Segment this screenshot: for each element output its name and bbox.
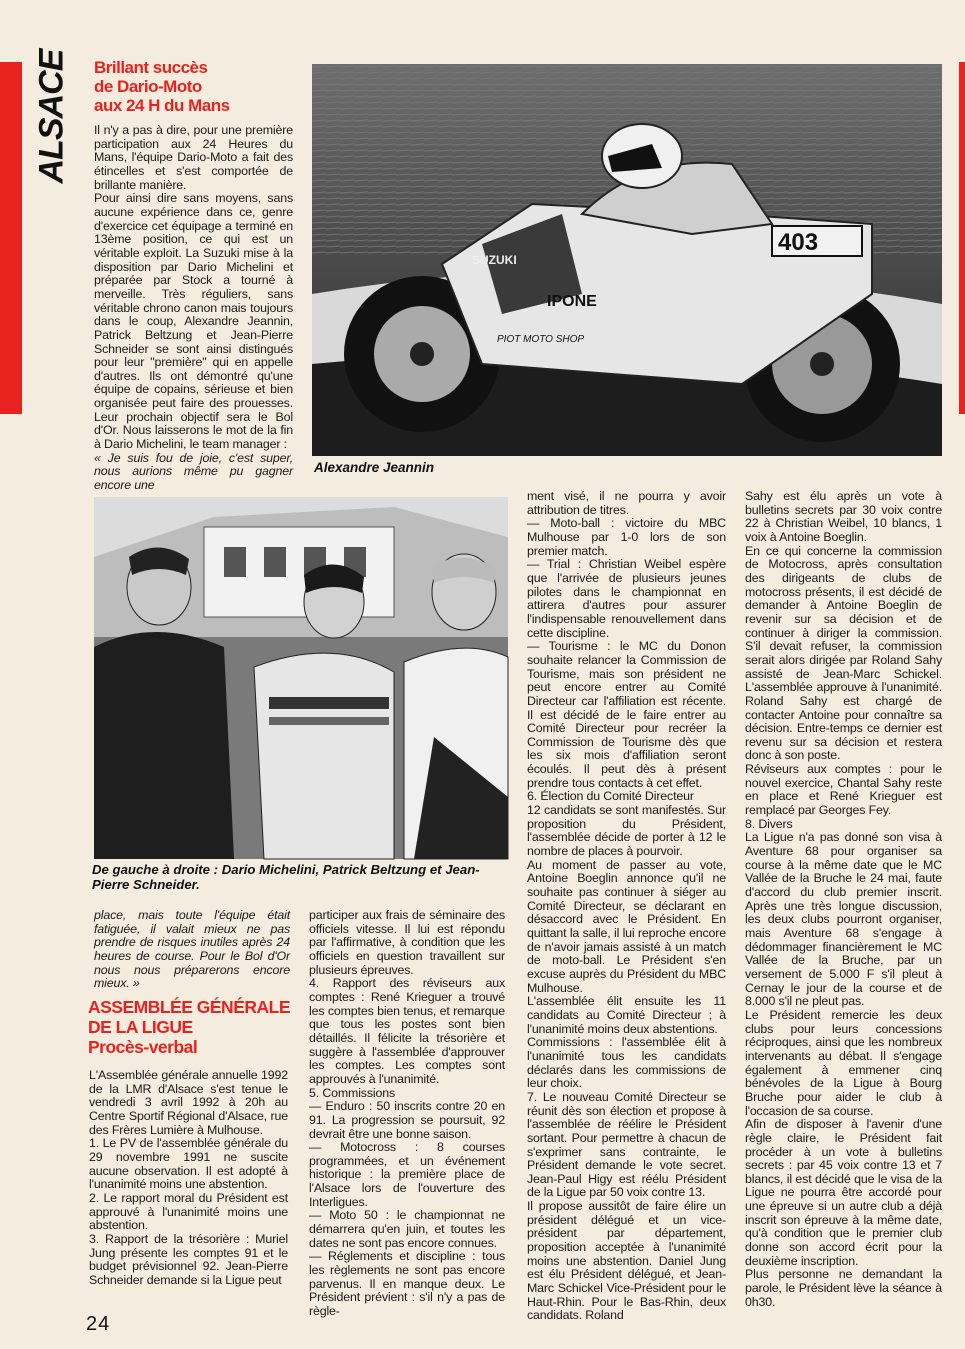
sponsor-decal-shop: PIOT MOTO SHOP — [497, 334, 585, 345]
page-number: 24 — [86, 1313, 111, 1335]
team-photo-illustration — [94, 497, 508, 859]
article2-column-4 — [745, 490, 942, 1308]
article2-paragraph: 1. Le PV de l'assemblée générale du 29 novembre 1991 ne suscite aucune observation. Il est adopté à l'unanimité moins une abstention. — [89, 1136, 288, 1192]
article2-paragraph: — Motocross : 8 courses programmées, et un événement historique : la première place de l'Alsace lors de l'ouverture des Interligues. — [309, 1140, 505, 1209]
article1-quote-continuation — [94, 909, 290, 991]
article2-headline-line3: Procès-verbal — [88, 1037, 198, 1057]
sponsor-decal: IPONE — [547, 293, 597, 310]
article2-headline-line1: ASSEMBLÉE GÉNÉRALE — [88, 997, 290, 1017]
photo-team — [94, 497, 508, 859]
article1-body — [94, 123, 293, 493]
article2-paragraph: — Trial : Christian Weibel espère que l'arrivée de plusieurs jeunes pilotes dans le championnat en attirera d'autres pour assurer l'indispensable renouvellement dans cette discipline. — [527, 557, 726, 640]
article2-paragraph: Afin de disposer à l'avenir d'une règle claire, le Président fait procéder à un vote à bulletins secrets : par 45 voix contre 13 et 7 blancs, il est décidé que le visa de la Ligue ne pourra être accordé pour une épreuve si un autre club a déjà inscrit son épreuve à la même date, qu'à condition que le premier club donne son accord écrit pour la deuxième inscription. — [745, 1117, 942, 1268]
article2-paragraph: — Moto-ball : victoire du MBC Mulhouse par 1-0 lors de son premier match. — [527, 516, 726, 558]
article2-paragraph: 7. Le nouveau Comité Directeur se réunit dès son élection et propose à l'assemblée de réélire le Président sortant. Pour permettre à chacun de s'exprimer sans contrainte, le Président demande le vote secret. Jean-Paul Higy est réélu Président de la Ligue par 50 voix contre 13. — [527, 1089, 726, 1200]
article1-paragraph: Pour ainsi dire sans moyens, sans aucune expérience dans ce, genre d'exercice cet équipage a terminé en 13ème position, ce qui est un véritable exploit. La Suzuki mise à la disposition par Dario Michelini et préparée par Stock a tourné à merveille. Très réguliers, sans véritable chrono canon mais toujours dans le coup, Alexandre Jeannin, Patrick Beltzung et Jean-Pierre Schneider se sont ainsi distingués pour leur "première" qui en appelle d'autres. Ils ont démontré qu'une équipe de copains, sérieuse et bien organisée peut faire des prouesses. Leur prochain objectif sera le Bol d'Or. Nous laisserons le mot de la fin à Dario Michelini, le team manager : — [94, 191, 293, 452]
article2-column-2 — [309, 908, 505, 1319]
article2-headline-line2: DE LA LIGUE — [88, 1017, 193, 1037]
article2-paragraph: — Enduro : 50 inscrits contre 20 en 91. La progression se poursuit, 92 devrait être une bonne saison. — [309, 1099, 505, 1141]
article2-paragraph: ment visé, il ne pourra y avoir attribution de titres. — [527, 489, 726, 517]
article2-column-1 — [89, 1069, 288, 1307]
article2-paragraph: L'Assemblée générale annuelle 1992 de la LMR d'Alsace s'est tenue le vendredi 3 avril 1992 à 20h au Centre Sportif Régional d'Alsace, rue des Frères Lumière à Mulhouse. — [89, 1068, 288, 1137]
article2-paragraph: L'assemblée élit ensuite les 11 candidats au Comité Directeur ; à l'unanimité moins deux abstentions. — [527, 994, 726, 1036]
article2-paragraph: 12 candidats se sont manifestés. Sur proposition du Président, l'assemblée décide de porter à 12 le nombre de places à pourvoir. — [527, 803, 726, 859]
motorcycle-photo-illustration — [312, 64, 942, 456]
article1-quote: « Je suis fou de joie, c'est super, nous aurions même pu gagner encore une — [94, 450, 293, 493]
article2-paragraph: 4. Rapport des réviseurs aux comptes : René Krieguer a trouvé les comptes bien tenus, et remarque que tous les postes sont bien détaillés. Il félicite la trésorière et suggère à l'assemblée d'approuver les comptes. Les comptes sont approuvés à l'unanimité. — [309, 976, 505, 1086]
section-label-text: ALSACE — [32, 49, 71, 183]
bike-number: 403 — [778, 229, 819, 256]
article2-paragraph: Réviseurs aux comptes : pour le nouvel exercice, Chantal Sahy reste en place et René Krieguer est remplacé par Georges Fey. — [745, 762, 942, 818]
article1-quote: place, mais toute l'équipe était fatiguée, il valait mieux ne pas prendre de risques inutiles après 24 heures de course. Pour le Bol d'Or nous nous préparerons encore mieux. » — [94, 908, 290, 991]
article2-paragraph: 3. Rapport de la trésorière : Muriel Jung présente les comptes 91 et le budget prévisionnel 92. Jean-Pierre Schneider demande si la Ligue peut — [89, 1231, 288, 1287]
photo1-caption: Alexandre Jeannin — [314, 460, 435, 475]
article2-paragraph: — Moto 50 : le championnat ne démarrera qu'en juin, et toutes les dates ne sont pas encore connues. — [309, 1208, 505, 1250]
article2-paragraph: Il propose aussitôt de faire élire un président délégué et un vice-président par département, proposition acceptée à l'unanimité moins une abstention. Daniel Jung est élu Président délégué, et Jean-Marc Schickel Vice-Président pour le Haut-Rhin. Pour le Bas-Rhin, deux candidats. Roland — [527, 1199, 726, 1323]
photo2-caption: De gauche à droite : Dario Michelini, Patrick Beltzung et Jean-Pierre Schneider. — [92, 862, 480, 892]
article2-paragraph: Plus personne ne demandant la parole, le Président lève la séance à 0h30. — [745, 1267, 942, 1309]
article1-headline-line3: aux 24 H du Mans — [94, 96, 230, 115]
article2-column-3 — [527, 489, 726, 1323]
article1-headline — [94, 58, 230, 115]
section-label — [30, 49, 74, 183]
article1-paragraph: Il n'y a pas à dire, pour une première participation aux 24 Heures du Mans, l'équipe Dario-Moto a fait des étincelles et s'est comportée de brillante manière. — [94, 123, 293, 192]
article2-paragraph: 8. Divers — [745, 816, 793, 831]
red-margin-bar-left — [0, 62, 22, 414]
article2-paragraph: Au moment de passer au vote, Antoine Boeglin annonce qu'il ne souhaite pas continuer à siéger au Comité Directeur, se déclarant en désaccord avec le Président. En quittant la salle, il lui reproche encore de n'avoir jamais assisté à un match de moto-ball. Le Président s'en excuse auprès du Président du MBC Mulhouse. — [527, 857, 726, 995]
article2-paragraph: Le Président remercie les deux clubs pour leurs concessions réciproques, ainsi que les nombreux intervenants au débat. Il s'engage également à emmener cinq bénévoles de la Ligue à Bourg Bruche pour aider le club à l'occasion de sa course. — [745, 1007, 942, 1118]
article2-paragraph: — Réglements et discipline : tous les règlements ne sont pas encore parvenus. Il en manque deux. Le Président prévient : s'il n'y a pas de règle- — [309, 1249, 505, 1319]
article2-paragraph: La Ligue n'a pas donné son visa à Aventure 68 pour organiser sa course à la même date que le MC Vallée de la Bruche le 24 mai, faute d'accord du club premier inscrit. Après une très longue discussion, les deux clubs pourront organiser, mais Aventure 68 s'engage à dédommager financièrement le MC Vallée de la Bruche, par un versement de 5.000 F s'il pleut à Cernay le jour de la course et de 8.000 s'il ne pleut pas. — [745, 830, 942, 1009]
article2-paragraph: 6. Élection du Comité Directeur — [527, 789, 694, 804]
article1-headline-line1: Brillant succès — [94, 58, 208, 77]
article1-headline-line2: de Dario-Moto — [94, 77, 202, 96]
red-margin-bar-right — [959, 62, 965, 414]
article2-paragraph: participer aux frais de séminaire des officiels vitesse. Il lui est répondu par l'affirmative, à condition que les officiels en question travaillent sur plusieurs épreuves. — [309, 908, 505, 977]
sponsor-decal-brand: SUZUKI — [472, 253, 517, 267]
article2-headline — [88, 997, 290, 1057]
article2-paragraph: 5. Commissions — [309, 1085, 396, 1100]
article2-paragraph: En ce qui concerne la commission de Motocross, après consultation des dirigeants de clubs de motocross présents, il est décidé de demander à Antoine Boeglin de revenir sur sa décision et de continuer à diriger la commission. S'il devait refuser, la commission serait alors dirigée par Roland Sahy assisté de Jean-Marc Schickel. L'assemblée approuve à l'unanimité. Roland Sahy est chargé de contacter Antoine pour connaître sa décision. Entre-temps ce dernier est revenu sur sa décision et restera donc à son poste. — [745, 543, 942, 763]
article2-paragraph: Sahy est élu après un vote à bulletins secrets par 30 voix contre 22 à Christian Weibel, 10 blancs, 1 voix à Antoine Boeglin. — [745, 489, 942, 544]
article2-paragraph: Commissions : l'assemblée élit à l'unanimité tous les candidats déclarés dans les commissions de leur choix. — [527, 1035, 726, 1091]
article2-paragraph: 2. Le rapport moral du Président est approuvé à l'unanimité moins une abstention. — [89, 1190, 288, 1233]
photo-motorcycle — [312, 64, 942, 456]
article2-paragraph: — Tourisme : le MC du Donon souhaite relancer la Commission de Tourisme, mais son président ne peut encore entrer au Comité Directeur car l'affiliation est récente. Il est décidé de le faire entrer au Comité Directeur pour recréer la Commission de Tourisme dès que les six mois d'affiliation seront écoulés. Il peut dès à présent prendre tous contacts à cet effet. — [527, 639, 726, 790]
